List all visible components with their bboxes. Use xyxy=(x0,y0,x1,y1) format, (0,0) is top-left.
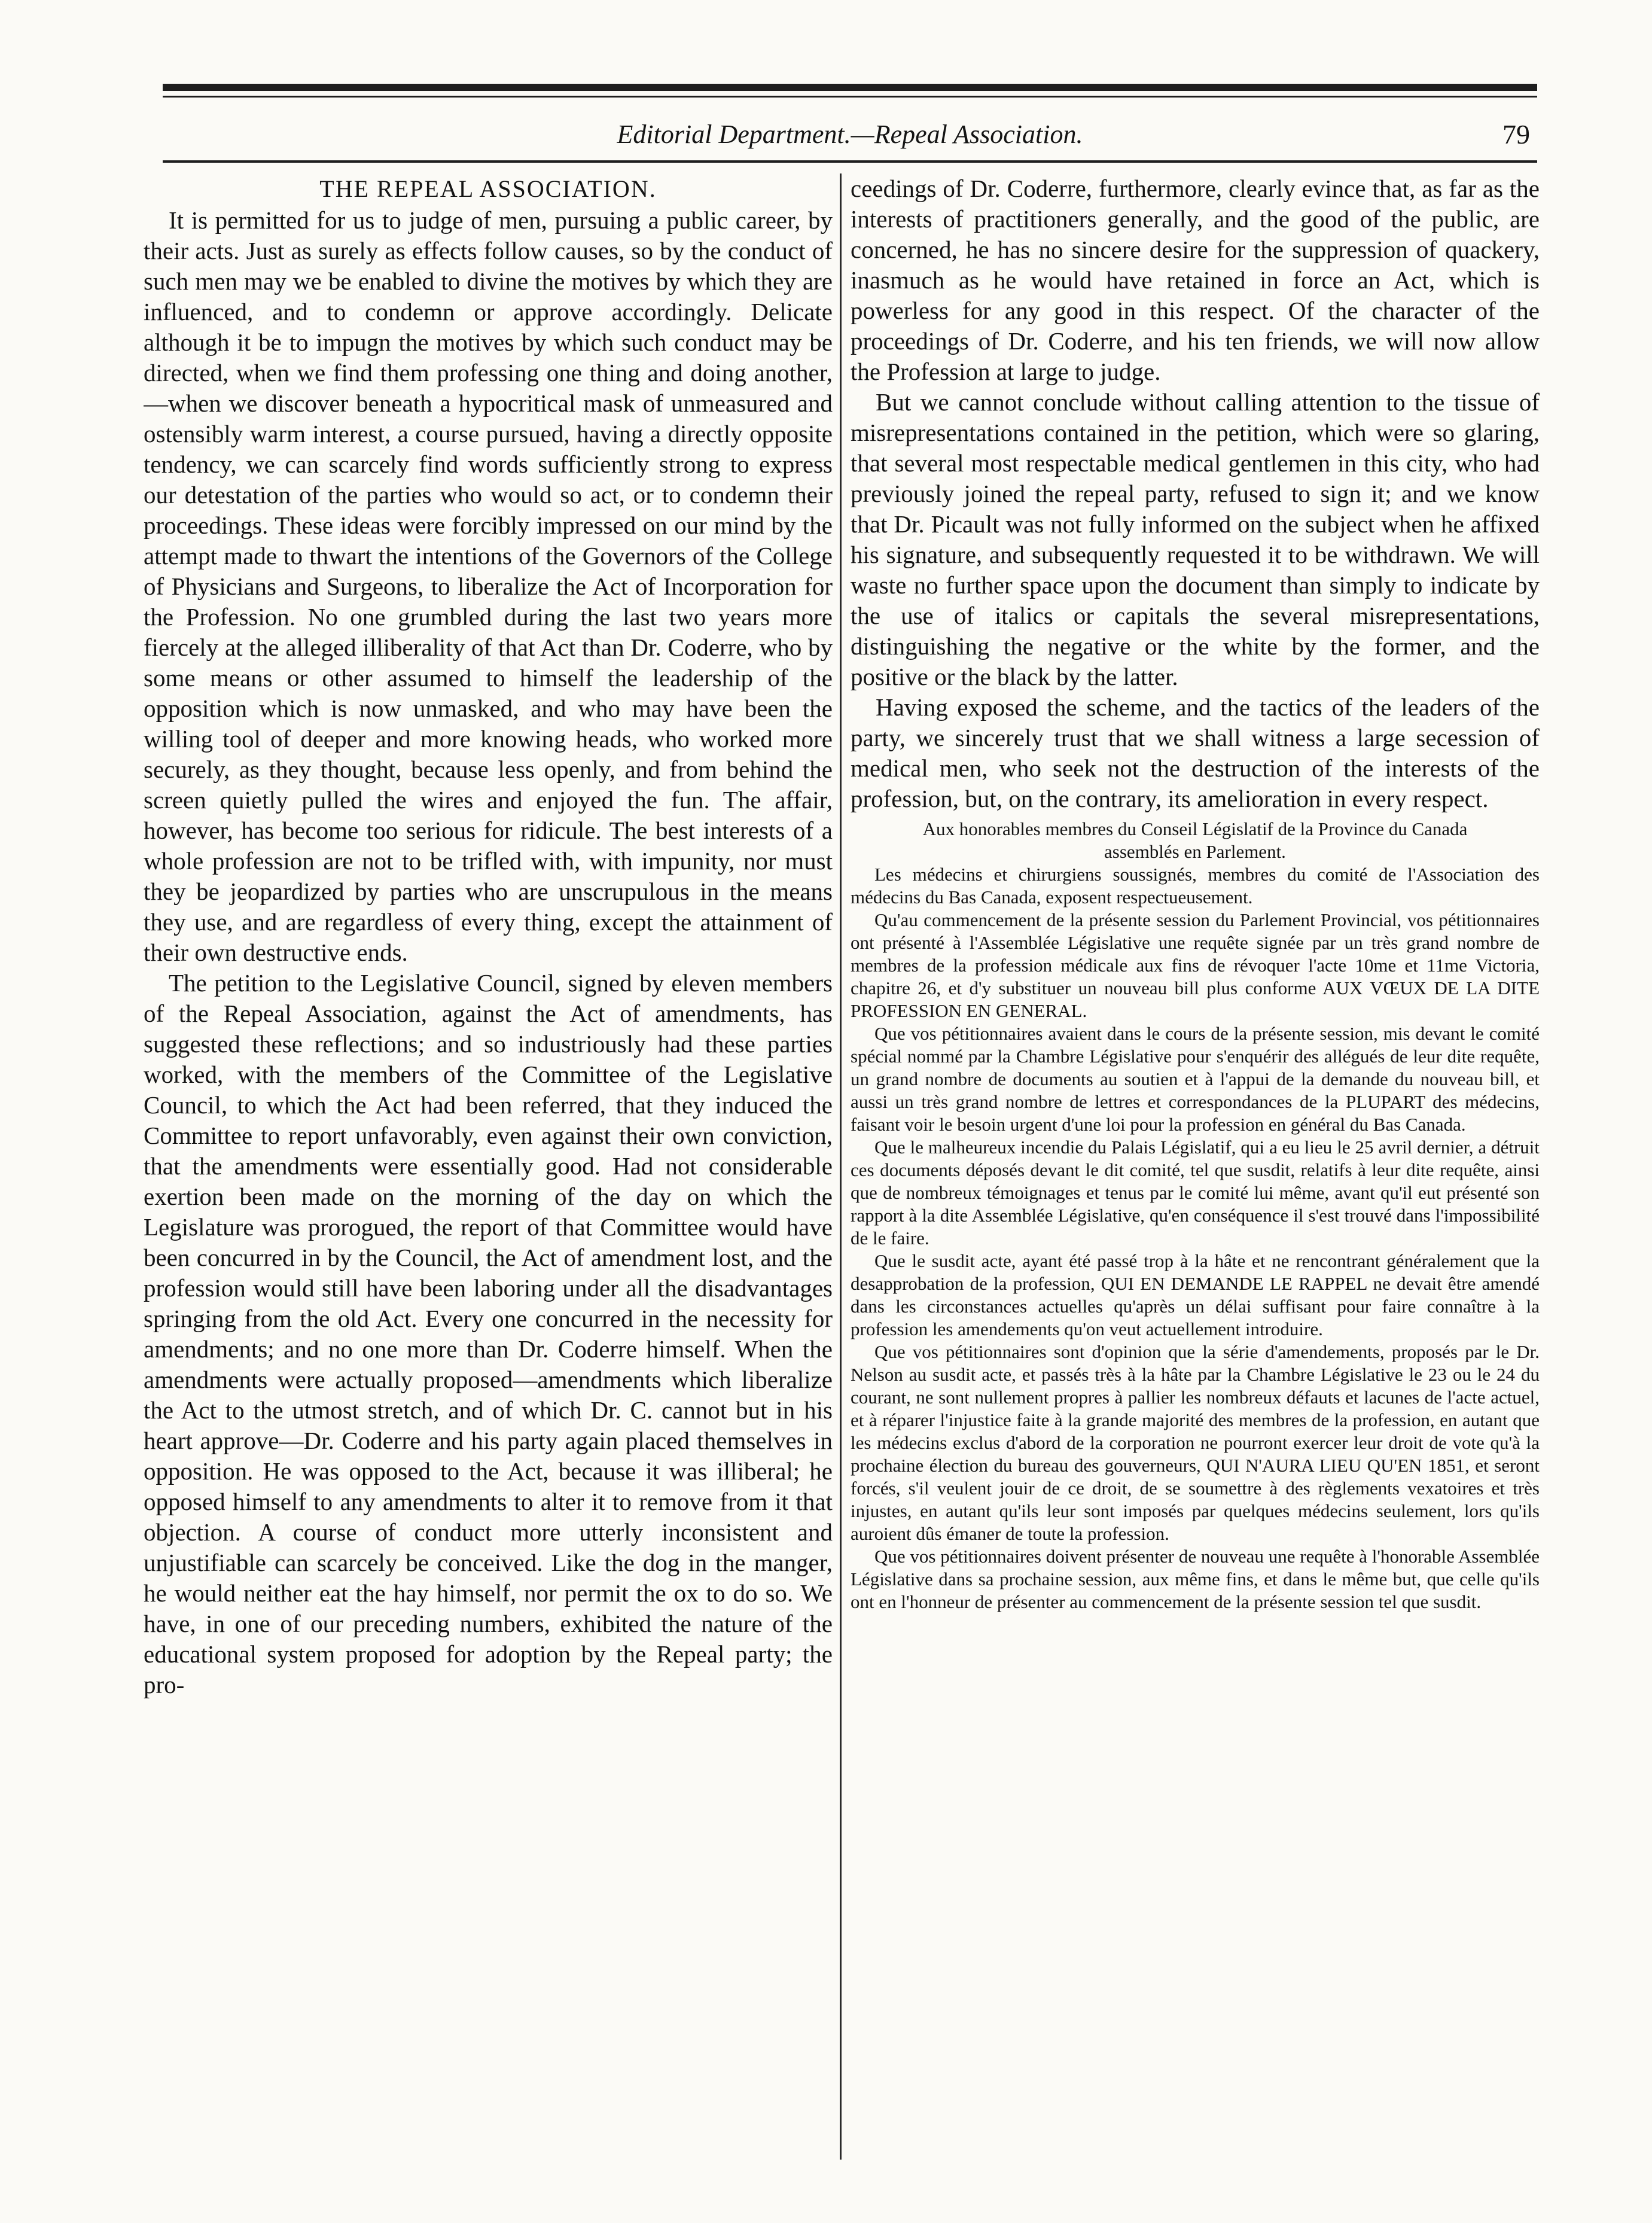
article-paragraph: It is permitted for us to judge of men, pursuing a public career, by their acts. Just as surely as effects follow causes, so by the conduct of such men may we be enabled to divine the motives by which they are influenced, and to condemn or approve accordingly. Delicate although it be to impugn the motives by which such conduct may be directed, when we find them professing one thing and doing another,—when we discover beneath a hypocritical mask of unmeasured and ostensibly warm interest, a course pursued, having a directly opposite tendency, we can scarcely find words sufficiently strong to express our detestation of the parties who would so act, or to condemn their proceedings. These ideas were forcibly impressed on our mind by the attempt made to thwart the intentions of the Governors of the College of Physicians and Surgeons, to liberalize the Act of Incorporation for the Profession. No one grumbled during the last two years more fiercely at the alleged illiberality of that Act than Dr. Coderre, who by some means or other assumed to himself the leadership of the opposition which is now unmasked, and who may have been the willing tool of deeper and more knowing heads, who worked more securely, as they thought, because less openly, and from behind the screen quietly pulled the wires and enjoyed the fun. The affair, however, has become too serious for ridicule. The best interests of a whole profession are not to be trifled with, with impunity, nor must they be jeopardized by parties who are unscrupulous in the means they use, and are regardless of every thing, except the attainment of their own destructive ends. xyxy=(144,206,833,966)
petition-paragraph: Que le susdit acte, ayant été passé trop à la hâte et ne rencontrant généralement que la desapprobation de la profession, QUI EN DEMANDE LE RAPPEL ne devait être amendé dans les circonstances actuelles qu'après un délai suffisant pour faire connaître à la profession les amendements qu'on veut actuellement introduire. xyxy=(851,1250,1540,1339)
article-heading: THE REPEAL ASSOCIATION. xyxy=(319,175,657,202)
left-column xyxy=(144,173,833,2172)
petition-paragraph: Que vos pétitionnaires sont d'opinion que la série d'amendements, proposés par le Dr. Nelson au susdit acte, et passés très à la hâte par la Chambre Législative le 23 ou le 24 du courant, ne sont nullement propres à pallier les nombreux défauts et lacunes de l'acte actuel, et à réparer l'injustice faite à la grande majorité des membres de la profession, en autant que les médecins exclus d'abord de la corporation ne pourront exercer leur droit de vote qu'à la prochaine élection du bureau des gouverneurs, QUI N'AURA LIEU QU'EN 1851, et seront forcés, s'il veulent jouir de ce droit, de se soumettre à des règlements vexatoires et très injustes, en autant qu'ils leur sont imposés par quelques médecins seulement, lors qu'ils auroient dûs émaner de toute la profession. xyxy=(851,1341,1540,1544)
petition-address: Aux honorables membres du Conseil Législatif de la Province du Canada assemblés en Parlement. xyxy=(922,818,1468,862)
right-column xyxy=(851,173,1540,2172)
article-paragraph: Having exposed the scheme, and the tactics of the leaders of the party, we sincerely trust that we shall witness a large secession of medical men, who seek not the destruction of the interests of the profession, but, on the contrary, its amelioration in every respect. xyxy=(851,693,1540,812)
header-rule xyxy=(163,160,1537,163)
page-number: 79 xyxy=(1502,119,1530,150)
article-paragraph: ceedings of Dr. Coderre, furthermore, clearly evince that, as far as the interests of practitioners generally, and the good of the public, are concerned, he has no sincere desire for the suppression of quackery, inasmuch as he would have retained in force an Act, which is powerless for any good in this respect. Of the character of the proceedings of Dr. Coderre, and his ten friends, we will now allow the Profession at large to judge. xyxy=(851,175,1540,385)
petition-paragraph: Que vos pétitionnaires doivent présenter de nouveau une requête à l'honorable Assemblée Législative dans sa prochaine session, aux même fins, et dans le même but, que celle qu'ils ont en l'honneur de présenter au commencement de la présente session tel que susdit. xyxy=(851,1546,1540,1612)
running-title: Editorial Department.—Repeal Association. xyxy=(617,120,1083,149)
petition-paragraph: Qu'au commencement de la présente session du Parlement Provincial, vos pétitionnaires ont présenté à l'Assemblée Législative une requête signée par un très grand nombre de membres de la profession médicale aux fins de révoquer l'acte 10me et 11me Victoria, chapitre 26, et d'y substituer un nouveau bill plus conforme AUX VŒUX DE LA DITE PROFESSION EN GENERAL. xyxy=(851,909,1540,1021)
running-head xyxy=(163,114,1537,156)
article-paragraph: But we cannot conclude without calling attention to the tissue of misrepresentations contained in the petition, which were so glaring, that several most respectable medical gentlemen in this city, who had previously joined the repeal party, refused to sign it; and we know that Dr. Picault was not fully informed on the subject when he affixed his signature, and subsequently requested it to be withdrawn. We will waste no further space upon the document than simply to indicate by the use of italics or capitals the several misrepresentations, distinguishing the negative or the white by the former, and the positive or the black by the latter. xyxy=(851,388,1540,690)
top-rule xyxy=(163,84,1537,91)
petition-text xyxy=(851,818,1540,1613)
petition-paragraph: Les médecins et chirurgiens soussignés, membres du comité de l'Association des médecins du Bas Canada, exposent respectueusement. xyxy=(851,864,1540,908)
petition-paragraph: Que le malheureux incendie du Palais Législatif, qui a eu lieu le 25 avril dernier, a détruit ces documents déposés devant le dit comité, tel que susdit, relatifs à leur dite requête, ainsi que de nombreux témoignages et tenus par le comité lui même, avant qu'il eut présenté son rapport à la dite Assemblée Législative, qu'en conséquence il s'est trouvé dans l'impossibilité de le faire. xyxy=(851,1137,1540,1248)
article-paragraph: The petition to the Legislative Council, signed by eleven members of the Repeal Association, against the Act of amendments, has suggested these reflections; and so industriously had these parties worked, with the members of the Committee of the Legislative Council, to which the Act had been referred, that they induced the Committee to report unfavorably, even against their own conviction, that the amendments were essentially good. Had not considerable exertion been made on the morning of the day on which the Legislature was prorogued, the report of that Committee would have been concurred in by the Council, the Act of amendment lost, and the profession would still have been laboring under all the disadvantages springing from the old Act. Every one concurred in the necessity for amendments; and no one more than Dr. Coderre himself. When the amendments were actually proposed—amendments which liberalize the Act to the utmost stretch, and of which Dr. C. cannot but in his heart approve—Dr. Coderre and his party again placed themselves in opposition. He was opposed to the Act, because it was illiberal; he opposed himself to any amendments to alter it to remove from it that objection. A course of conduct more utterly inconsistent and unjustifiable can scarcely be conceived. Like the dog in the manger, he would neither eat the hay himself, nor permit the ox to do so. We have, in one of our preceding numbers, exhibited the nature of the educational system proposed for adoption by the Repeal party; the pro- xyxy=(144,969,833,1698)
petition-paragraph: Que vos pétitionnaires avaient dans le cours de la présente session, mis devant le comité spécial nommé par la Chambre Législative pour s'enquérir des allégués de leur dite requête, un grand nombre de documents au soutien et à l'appui de la demande du nouveau bill, et aussi un très grand nombre de lettres et correspondances de la PLUPART des médecins, faisant voir le besoin urgent d'une loi pour la profession en général du Bas Canada. xyxy=(851,1023,1540,1135)
column-divider xyxy=(840,173,842,2160)
top-rule-thin xyxy=(163,96,1537,98)
